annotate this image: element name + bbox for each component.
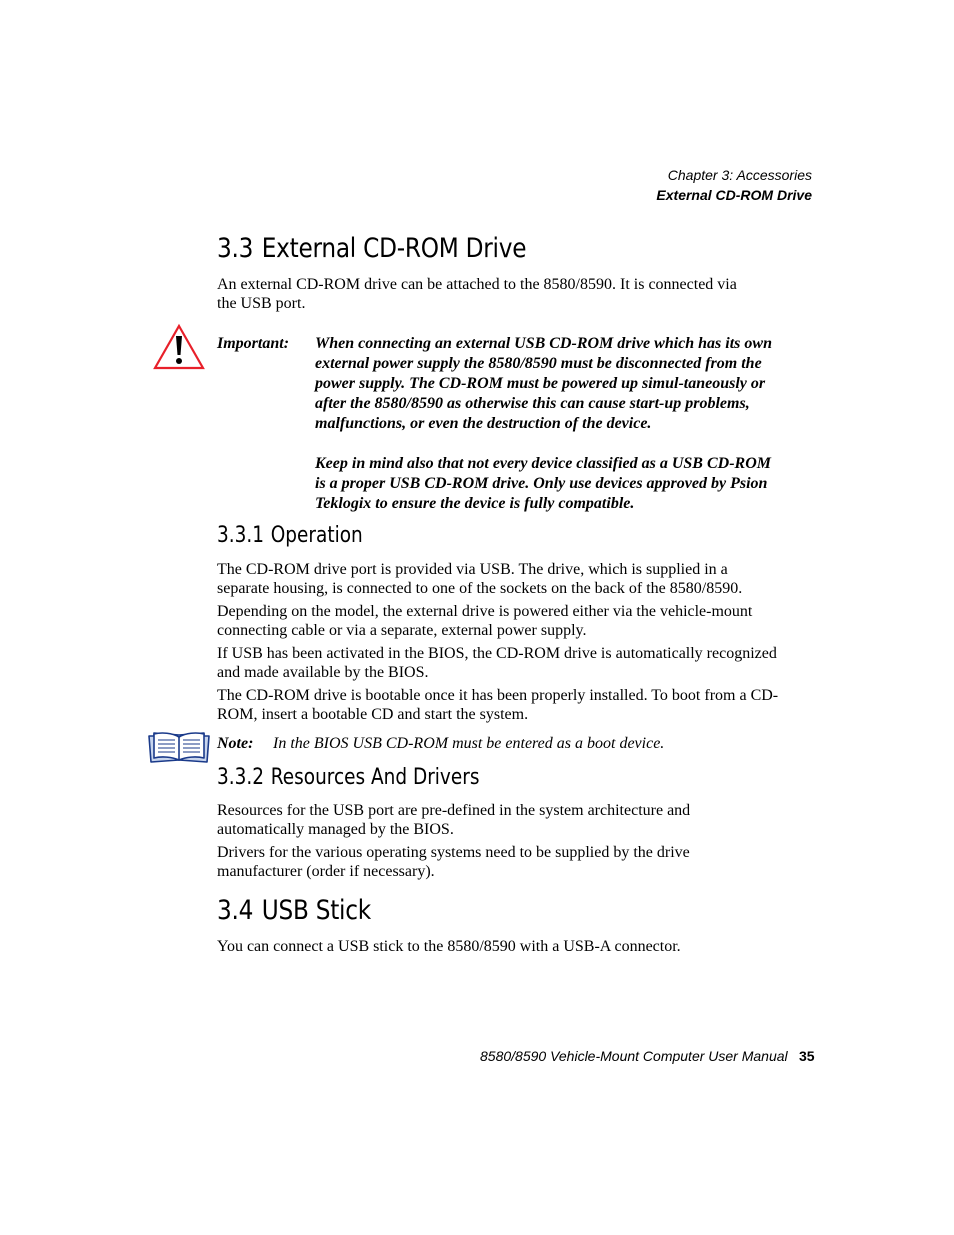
resources-paragraph-1: Resources for the USB port are pre-defined in the system architecture and automatically managed by the BIOS. bbox=[217, 802, 691, 838]
important-paragraph-2: Keep in mind also that not every device classified as a USB CD-ROM is a proper USB CD-ROM drive. Only use devices approved by Psion Teklogix to ensure the device is fully compatible. bbox=[315, 455, 771, 512]
section-number: 3.3 bbox=[217, 233, 254, 264]
running-header-chapter: Chapter 3: Accessories bbox=[667, 167, 812, 183]
operation-paragraph-4: The CD-ROM drive is bootable once it has been properly installed. To boot from a CD-ROM, insert a bootable CD and start the system. bbox=[217, 687, 779, 723]
section-title: USB Stick bbox=[261, 895, 371, 926]
operation-paragraph-1: The CD-ROM drive port is provided via USB. The drive, which is supplied in a separate housing, is connected to one of the sockets on the back of the 8580/8590. bbox=[217, 561, 743, 597]
footer-manual-title: 8580/8590 Vehicle-Mount Computer User Manual bbox=[480, 1048, 788, 1064]
section-title: External CD-ROM Drive bbox=[261, 233, 527, 264]
note-label: Note: bbox=[217, 735, 254, 752]
section-title: Operation bbox=[270, 523, 363, 548]
intro-paragraph bbox=[217, 275, 782, 313]
section-3-3-1-heading bbox=[217, 523, 363, 548]
intro-line: An external CD-ROM drive can be attached to the 8580/8590. It is connected via bbox=[217, 276, 737, 293]
important-label: Important: bbox=[217, 335, 290, 352]
usb-stick-paragraph: You can connect a USB stick to the 8580/8590 with a USB-A connector. bbox=[217, 938, 681, 955]
section-3-4-heading bbox=[217, 895, 371, 926]
operation-paragraph-2: Depending on the model, the external drive is powered either via the vehicle-mount connecting cable or via a separate, external power supply. bbox=[217, 603, 753, 639]
section-number: 3.3.1 bbox=[217, 523, 265, 548]
section-title: Resources And Drivers bbox=[270, 765, 480, 790]
operation-paragraph-3: If USB has been activated in the BIOS, the CD-ROM drive is automatically recognized and made available by the BIOS. bbox=[217, 645, 777, 681]
warning-triangle-icon bbox=[153, 323, 205, 371]
resources-paragraph-2: Drivers for the various operating systems need to be supplied by the drive manufacturer (order if necessary). bbox=[217, 844, 690, 880]
open-book-icon bbox=[146, 730, 212, 766]
section-number: 3.3.2 bbox=[217, 765, 265, 790]
important-paragraph-1: When connecting an external USB CD-ROM drive which has its own external power supply the 8580/8590 must be disconnected from the power supply. The CD-ROM must be powered up simul-taneously or after the 8580/8590 as otherwise this can cause start-up problems, malfunctions, or even the destruction of the device. bbox=[315, 335, 772, 432]
running-header-section: External CD-ROM Drive bbox=[656, 187, 812, 203]
section-3-3-heading bbox=[217, 233, 526, 264]
section-3-3-2-heading bbox=[217, 765, 479, 790]
page-number: 35 bbox=[799, 1048, 815, 1064]
note-text: In the BIOS USB CD-ROM must be entered as a boot device. bbox=[273, 735, 665, 752]
intro-line: the USB port. bbox=[217, 295, 306, 312]
section-number: 3.4 bbox=[217, 895, 254, 926]
